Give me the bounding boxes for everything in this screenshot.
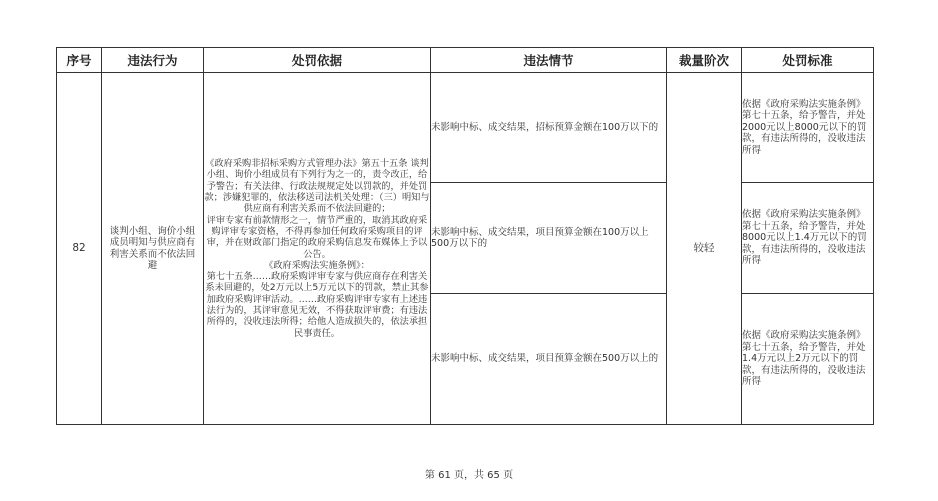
header-plot: 违法情节 <box>431 48 667 73</box>
penalty-standard: 依据《政府采购法实施条例》第七十五条，给予警告，并处2000元以上8000元以下的罚款，有违法所得的，没收违法所得 <box>742 73 874 183</box>
penalty-standard: 依据《政府采购法实施条例》第七十五条，给予警告，并处8000元以上1.4万元以下的罚款，有违法所得的，没收违法所得 <box>742 183 874 294</box>
header-basis: 处罚依据 <box>204 48 431 73</box>
penalty-standard: 依据《政府采购法实施条例》第七十五条，给予警告，并处1.4万元以上2万元以下的罚款，有违法所得的，没收违法所得 <box>742 294 874 425</box>
violation-act: 谈判小组、询价小组成员明知与供应商有利害关系而不依法回避 <box>102 73 204 425</box>
basis-paragraph: 评审专家有前款情形之一，情节严重的，取消其政府采购评审专家资格，不得再参加任何政府采购项目的评审，并在财政部门指定的政府采购信息发布媒体上予以公告。 <box>206 214 428 260</box>
violation-plot: 未影响中标、成交结果，项目预算金额在500万以上的 <box>431 294 667 425</box>
header-no: 序号 <box>57 48 102 73</box>
header-standard: 处罚标准 <box>742 48 874 73</box>
basis-paragraph: 《政府采购非招标采购方式管理办法》第五十五条 谈判小组、询价小组成员有下列行为之一的，责令改正，给予警告；有关法律、行政法规规定处以罚款的，并处罚款；涉嫌犯罪的，依法移送司法机关处理：（三）明知与供应商有利害关系而不依法回避的； <box>204 158 430 215</box>
discretion-level: 较轻 <box>667 73 742 425</box>
table-header-row <box>57 48 874 73</box>
page-footer: 第 61 页，共 65 页 <box>424 470 514 481</box>
basis-paragraph: 《政府采购法实施条例》： <box>264 259 370 271</box>
penalty-basis <box>204 73 431 425</box>
violation-plot: 未影响中标、成交结果，项目预算金额在100万以上500万以下的 <box>431 183 667 294</box>
header-act: 违法行为 <box>102 48 204 73</box>
row-number: 82 <box>57 73 102 425</box>
penalty-table <box>56 47 874 425</box>
header-level: 裁量阶次 <box>667 48 742 73</box>
violation-plot: 未影响中标、成交结果，招标预算金额在100万以下的 <box>431 73 667 183</box>
basis-paragraph: 第七十五条……政府采购评审专家与供应商存在利害关系未回避的，处2万元以上5万元以下的罚款，禁止其参加政府采购评审活动。……政府采购评审专家有上述违法行为的，其评审意见无效，不得获取评审费；有违法所得的，没收违法所得；给他人造成损失的，依法承担民事责任。 <box>205 271 429 339</box>
table-row <box>57 73 874 183</box>
